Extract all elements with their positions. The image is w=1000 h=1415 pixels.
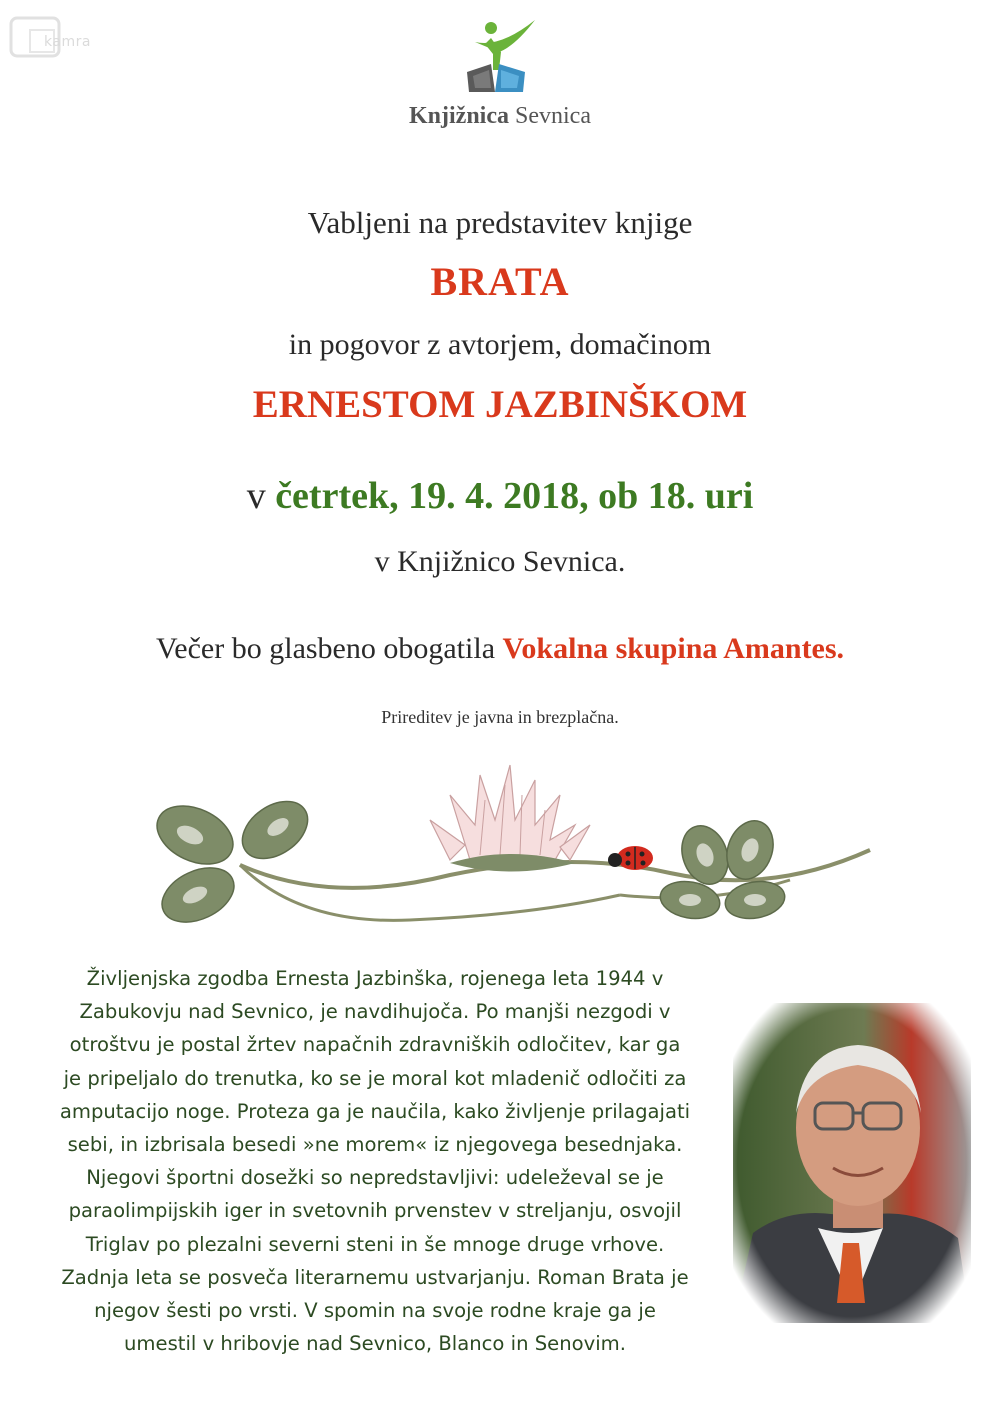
event-venue: v Knjižnico Sevnica. xyxy=(374,545,626,578)
author-portrait xyxy=(733,1003,971,1323)
bio-line: Njegovi športni dosežki so nepredstavljivi: udeleževal se je xyxy=(86,1166,664,1190)
date-prefix: v xyxy=(246,475,266,517)
book-title: BRATA xyxy=(430,259,570,304)
library-name-bold: Knjižnica xyxy=(409,103,509,129)
music-line xyxy=(0,632,1000,666)
library-name-rest: Sevnica xyxy=(515,103,591,129)
bio-line: Zabukovju nad Sevnico, je navdihujoča. Po manjši nezgodi v xyxy=(79,1000,671,1024)
author-biography xyxy=(35,962,715,1360)
library-name xyxy=(0,103,1000,130)
bio-line: Zadnja leta se posveča literarnemu ustvarjanju. Roman Brata je xyxy=(61,1265,689,1289)
date-text: četrtek, 19. 4. 2018, ob 18. uri xyxy=(275,475,754,517)
author-name: ERNESTOM JAZBINŠKOM xyxy=(252,383,748,426)
music-group: Vokalna skupina Amantes. xyxy=(502,632,845,665)
bio-line: Življenjska zgodba Ernesta Jazbinška, rojenega leta 1944 v xyxy=(86,967,664,990)
conversation-line: in pogovor z avtorjem, domačinom xyxy=(288,328,712,361)
event-note: Prireditev je javna in brezplačna. xyxy=(381,707,619,727)
bio-line: njegov šesti po vrsti. V spomin na svoje rodne kraje ga je xyxy=(94,1299,656,1323)
music-prefix: Večer bo glasbeno obogatila xyxy=(155,632,496,665)
bio-line: umestil v hribovje nad Sevnico, Blanco in Senovim. xyxy=(124,1332,626,1356)
watermark-logo xyxy=(8,12,118,62)
bio-line: je pripeljalo do trenutka, ko se je moral kot mladenič odločiti za xyxy=(63,1066,687,1090)
bio-line: sebi, in izbrisala besedi »ne morem« iz njegovega besednjaka. xyxy=(67,1133,683,1157)
event-datetime xyxy=(0,474,1000,518)
bio-line: otroštvu je postal žrtev napačnih zdravniških odločitev, kar ga xyxy=(69,1033,681,1057)
bio-line: Triglav po plezalni severni steni in še mnoge druge vrhove. xyxy=(85,1232,665,1256)
bio-line: paraolimpijskih iger in svetovnih prvenstev v streljanju, osvojil xyxy=(68,1199,682,1223)
bio-line: amputacijo noge. Proteza ga je naučila, kako življenje prilagajati xyxy=(59,1099,691,1123)
invitation-intro: Vabljeni na predstavitev knjige xyxy=(307,205,693,240)
library-logo-icon xyxy=(455,18,545,96)
watermark-text: kamra xyxy=(44,34,91,50)
ladybug-icon xyxy=(608,846,653,870)
clover-decoration xyxy=(150,755,875,935)
